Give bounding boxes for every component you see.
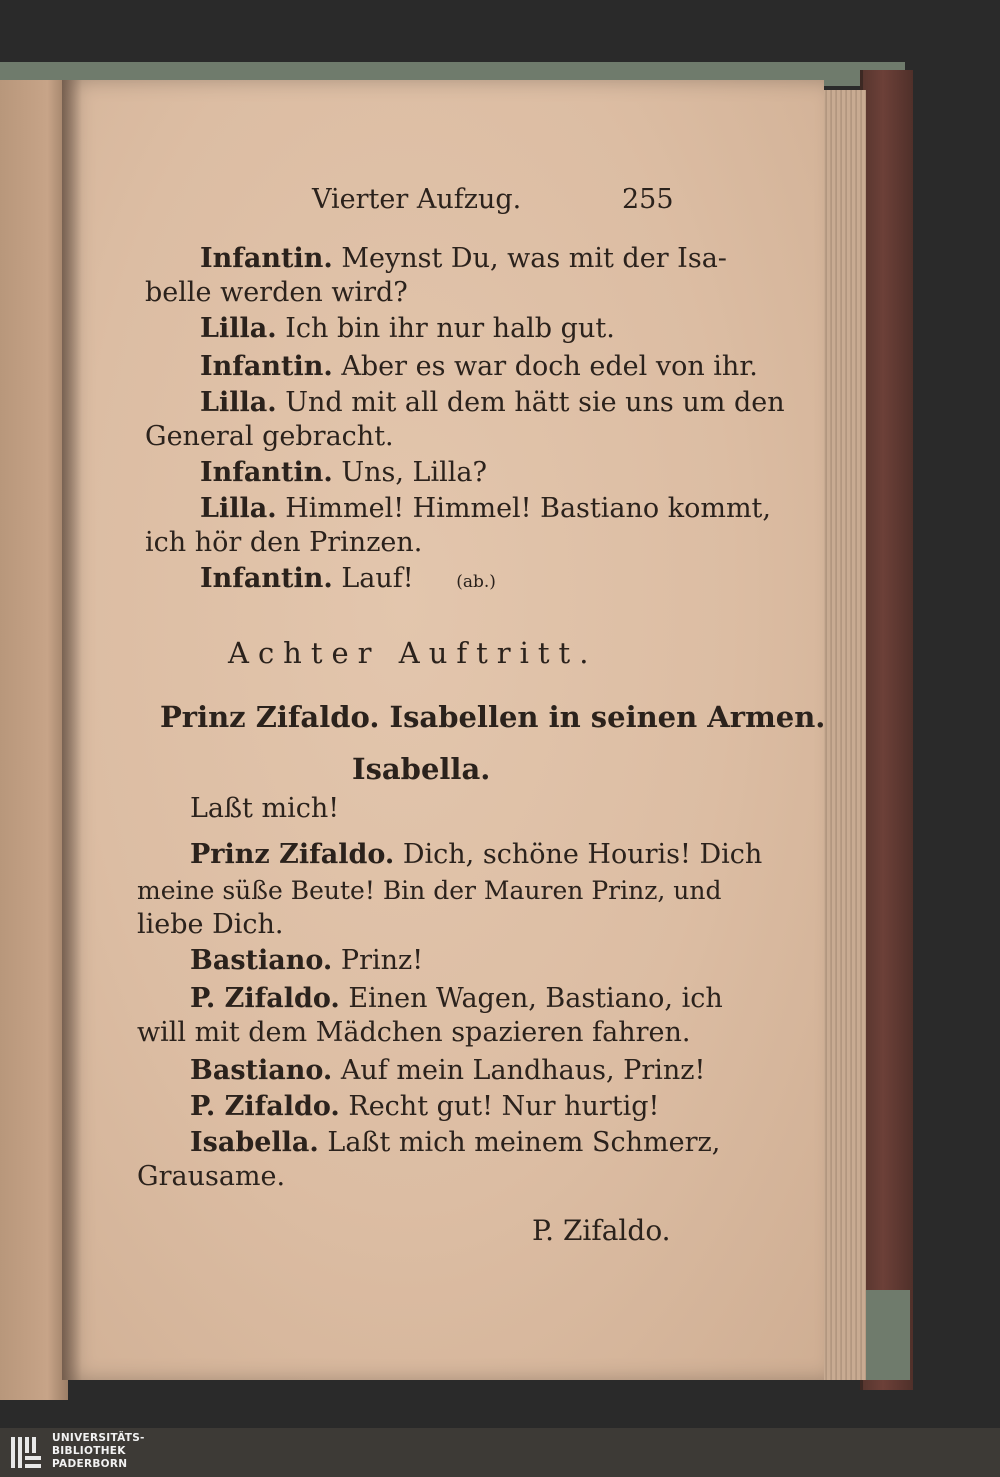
- line-text: Lauf!: [341, 563, 414, 594]
- library-footer: [0, 1428, 1000, 1477]
- scene-heading: Achter Auftritt.: [228, 636, 598, 670]
- stage-direction: (ab.): [456, 572, 496, 592]
- page-gutter-shadow: [62, 80, 82, 1380]
- line-text: Himmel! Himmel! Bastiano kommt,: [285, 493, 771, 524]
- line-text: General gebracht.: [145, 421, 394, 452]
- text-line: [137, 1016, 690, 1050]
- speaker-name: Infantin.: [200, 351, 333, 382]
- speaker-name: Bastiano.: [190, 1055, 333, 1086]
- line-text: liebe Dich.: [137, 909, 284, 940]
- speaker-name: Infantin.: [200, 457, 333, 488]
- text-line: [190, 1054, 705, 1088]
- line-text: Recht gut! Nur hurtig!: [348, 1091, 660, 1122]
- text-line: [200, 350, 758, 384]
- speaker-name: Lilla.: [200, 313, 277, 344]
- speaker-name: Prinz Zifaldo.: [190, 839, 395, 870]
- line-text: Einen Wagen, Bastiano, ich: [348, 983, 723, 1014]
- line-text: meine süße Beute! Bin der Mauren Prinz, und: [137, 876, 722, 905]
- library-logo-icon: [8, 1434, 44, 1471]
- page-number: 255: [622, 184, 674, 215]
- catchword: P. Zifaldo.: [532, 1214, 671, 1247]
- line-text: ich hör den Prinzen.: [145, 527, 423, 558]
- speaker-name: Infantin.: [200, 243, 333, 274]
- text-line: [190, 1126, 720, 1160]
- speaker-name: P. Zifaldo.: [190, 1091, 340, 1122]
- line-text: Ich bin ihr nur halb gut.: [285, 313, 615, 344]
- line-text: Laßt mich!: [190, 793, 340, 824]
- speaker-cue: Isabella.: [352, 752, 491, 786]
- line-text: Laßt mich meinem Schmerz,: [327, 1127, 721, 1158]
- library-name-line: UNIVERSITÄTS-: [52, 1432, 145, 1444]
- line-text: Prinz!: [340, 945, 424, 976]
- cover-leather-edge: [860, 70, 913, 1390]
- page-stack-edge: [818, 90, 866, 1380]
- running-title: Vierter Aufzug.: [312, 184, 522, 215]
- speaker-name: Isabella.: [190, 1127, 319, 1158]
- cast-line: Prinz Zifaldo. Isabellen in seinen Armen.: [160, 700, 826, 734]
- text-line: [137, 908, 283, 942]
- speaker-name: P. Zifaldo.: [190, 983, 340, 1014]
- text-line: [190, 944, 423, 978]
- line-text: Dich, schöne Houris! Dich: [402, 839, 763, 870]
- text-line: [190, 792, 339, 826]
- library-name-line: PADERBORN: [52, 1458, 128, 1470]
- text-line: [200, 456, 487, 490]
- speaker-name: Lilla.: [200, 493, 277, 524]
- library-name-line: BIBLIOTHEK: [52, 1445, 126, 1457]
- text-line: [137, 1160, 285, 1194]
- text-line: [200, 242, 727, 276]
- text-line: [137, 874, 721, 908]
- text-line: [190, 982, 723, 1016]
- library-name: [52, 1432, 145, 1471]
- text-line: [190, 838, 762, 872]
- speaker-name: Lilla.: [200, 387, 277, 418]
- speaker-name: Infantin.: [200, 563, 333, 594]
- text-line: [190, 1090, 659, 1124]
- line-text: will mit dem Mädchen spazieren fahren.: [137, 1017, 691, 1048]
- text-line: [145, 420, 394, 454]
- text-line: [200, 492, 771, 526]
- line-text: Grausame.: [137, 1161, 286, 1192]
- line-text: Uns, Lilla?: [341, 457, 487, 488]
- text-line: [200, 386, 785, 420]
- speaker-name: Bastiano.: [190, 945, 333, 976]
- line-text: belle werden wird?: [145, 277, 408, 308]
- text-line: [145, 276, 408, 310]
- line-text: Auf mein Landhaus, Prinz!: [340, 1055, 706, 1086]
- left-page-edge: [0, 80, 68, 1400]
- text-line: [200, 312, 615, 346]
- line-text: Und mit all dem hätt sie uns um den: [285, 387, 785, 418]
- line-text: Aber es war doch edel von ihr.: [341, 351, 758, 382]
- text-line: [145, 526, 422, 560]
- text-line: [200, 562, 496, 599]
- line-text: Meynst Du, was mit der Isa-: [341, 243, 727, 274]
